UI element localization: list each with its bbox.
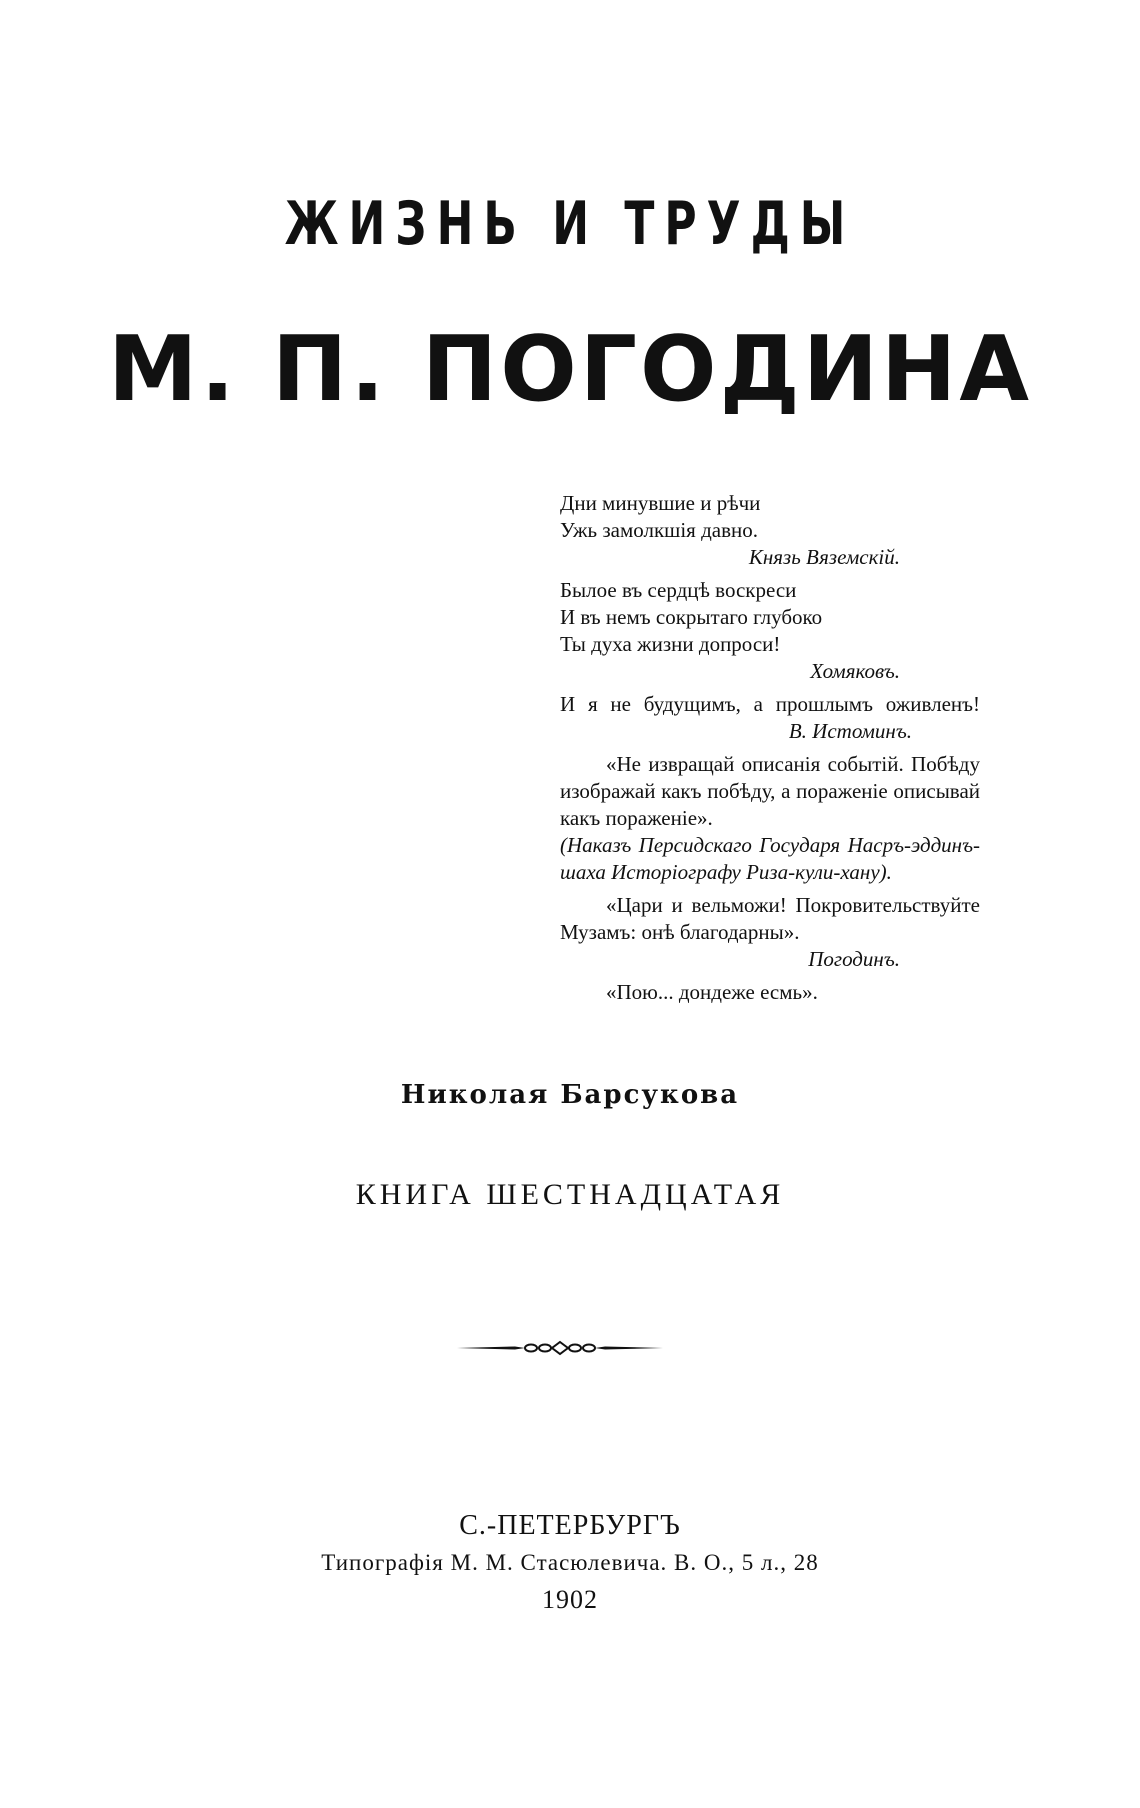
- title-line-1: ЖИЗНЬ И ТРУДЫ: [284, 190, 856, 259]
- author-name: Николая Барсукова: [400, 1080, 740, 1110]
- epigraph-5-attribution: Погодинъ.: [808, 947, 900, 971]
- epigraph-3-attribution: В. Истоминъ.: [788, 719, 912, 743]
- epigraph-1-line-1: Дни минувшие и рѣчи: [560, 491, 761, 515]
- epigraph-4-text: «Не извращай описанія событій. Побѣду изображай какъ побѣду, а пораженіе описывай какъ пораженіе».: [560, 752, 980, 830]
- book-number: КНИГА ШЕСТНАДЦАТАЯ: [355, 1178, 785, 1211]
- imprint-press: Типографія М. М. Стасюлевича. В. О., 5 л., 28: [321, 1550, 819, 1575]
- epigraph-2-line-2: И въ немъ сокрытаго глубоко: [560, 605, 823, 629]
- title-line-2: М. П. ПОГОДИНА: [107, 317, 1033, 422]
- epigraph-3-line-1: И я не будущимъ, а прошлымъ оживленъ!: [560, 692, 980, 716]
- imprint-city: С.-ПЕТЕРБУРГЪ: [459, 1510, 681, 1541]
- epigraph-2-attribution: Хомяковъ.: [810, 659, 900, 683]
- epigraph-2-line-3: Ты духа жизни допроси!: [560, 632, 781, 656]
- epigraphs: [560, 490, 980, 1006]
- epigraph-1-attribution: Князь Вяземскій.: [748, 545, 900, 569]
- epigraph-2-line-1: Былое въ сердцѣ воскреси: [560, 578, 797, 602]
- epigraph-1-line-2: Ужь замолкшія давно.: [560, 518, 758, 542]
- imprint-year: 1902: [542, 1585, 598, 1614]
- epigraph-5-text: «Цари и вельможи! Покровительствуйте Музамъ: онѣ благодарны».: [560, 893, 980, 944]
- epigraph-6-text: «Пою... дондеже есмь».: [606, 980, 818, 1004]
- epigraph-4-attribution: (Наказъ Персидскаго Государя Насръ-эддинъ-шаха Исторіографу Риза-кули-хану).: [560, 833, 980, 884]
- ornament-divider: [455, 1336, 665, 1360]
